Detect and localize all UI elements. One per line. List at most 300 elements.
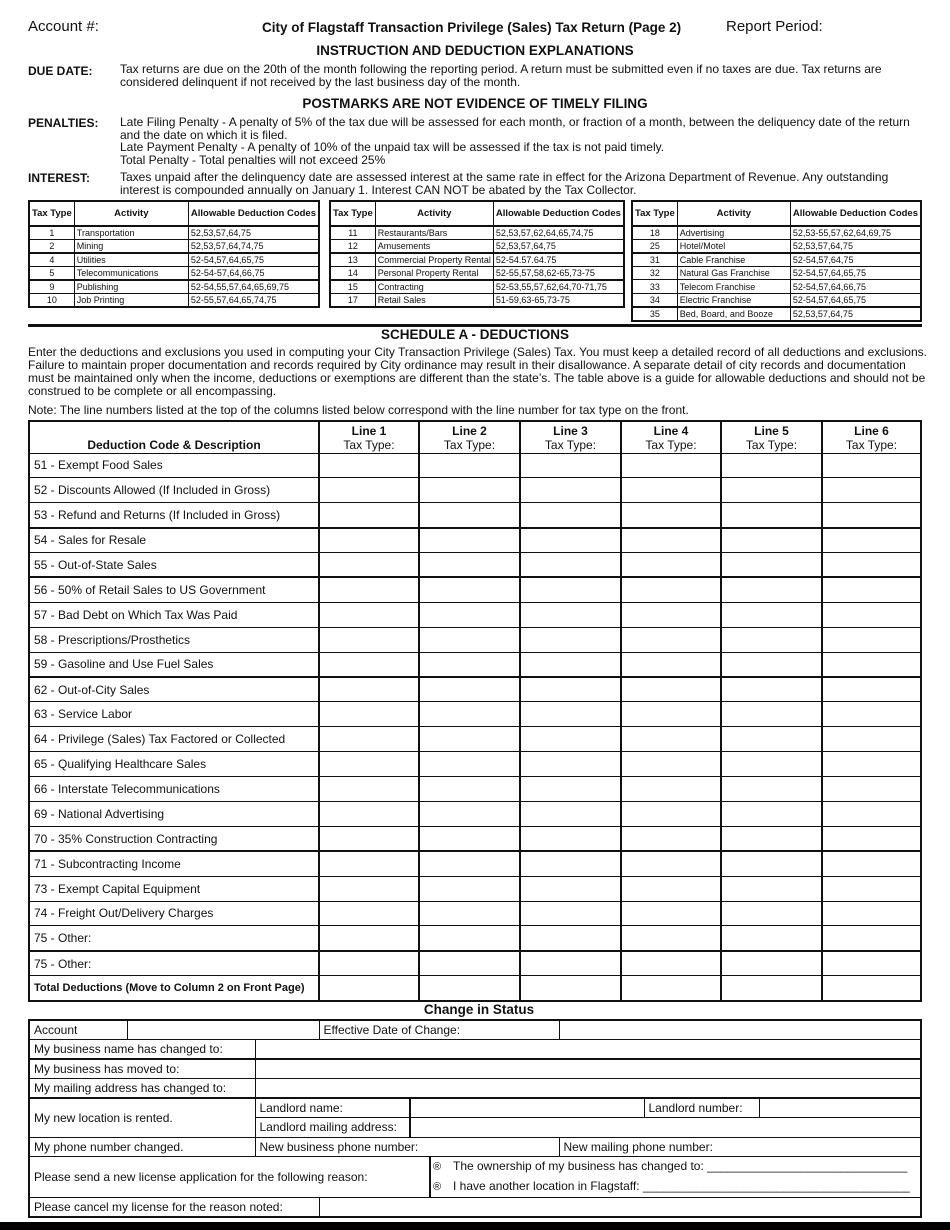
codes: 52-54,57,64,66,75	[790, 280, 921, 293]
deduction-description: 57 - Bad Debt on Which Tax Was Paid	[29, 602, 319, 627]
tax-type-label: Tax Type:	[443, 438, 496, 452]
deduction-description: 69 - National Advertising	[29, 801, 319, 826]
col-header-tax-type: Tax Type	[29, 201, 74, 226]
column-header-line-4	[621, 421, 721, 453]
landlord-name-input[interactable]	[410, 1098, 644, 1118]
activity: Commercial Property Rental	[375, 253, 493, 267]
activity: Amusements	[375, 240, 493, 254]
deduction-amount-line-6[interactable]	[822, 801, 921, 826]
deduction-amount-line-1[interactable]	[319, 627, 419, 652]
total-deductions-label: Total Deductions (Move to Column 2 on Front Page)	[29, 976, 319, 1001]
deduction-amount-line-5[interactable]	[721, 602, 822, 627]
codes: 52-55,57,64,65,74,75	[188, 294, 319, 308]
checkbox-icon[interactable]: ®	[433, 1161, 442, 1173]
table-row	[29, 553, 921, 578]
deduction-amount-line-4[interactable]	[621, 553, 721, 578]
deduction-amount-line-2[interactable]	[419, 801, 520, 826]
table-row	[29, 876, 921, 901]
deduction-amount-line-1[interactable]	[319, 677, 419, 702]
deduction-amount-line-6[interactable]	[822, 876, 921, 901]
table-row	[29, 267, 319, 281]
deduction-amount-line-3[interactable]	[520, 976, 621, 1001]
table-row	[330, 267, 624, 281]
deduction-amount-line-4[interactable]	[621, 951, 721, 976]
tax-type: 13	[330, 253, 375, 267]
deduction-amount-line-6[interactable]	[822, 851, 921, 876]
deduction-amount-line-4[interactable]	[621, 627, 721, 652]
deduction-amount-line-2[interactable]	[419, 577, 520, 602]
landlord-number-input[interactable]	[759, 1098, 921, 1118]
activity: Telecom Franchise	[677, 280, 790, 293]
table-row	[29, 602, 921, 627]
table-row	[632, 307, 921, 321]
location-rented-label: My new location is rented.	[29, 1098, 255, 1137]
deduction-description: 58 - Prescriptions/Prosthetics	[29, 627, 319, 652]
activity: Hotel/Motel	[677, 240, 790, 254]
activity: Telecommunications	[74, 267, 188, 281]
deduction-amount-line-6[interactable]	[822, 777, 921, 802]
ownership-changed-option[interactable]	[433, 1157, 916, 1177]
new-mailing-phone[interactable]	[559, 1137, 921, 1157]
activity: Cable Franchise	[677, 253, 790, 267]
deduction-amount-line-5[interactable]	[721, 652, 822, 677]
tax-type: 35	[632, 307, 677, 321]
deduction-amount-line-3[interactable]	[520, 752, 621, 777]
codes: 52,53,57,64,75	[790, 307, 921, 321]
deduction-description: 74 - Freight Out/Delivery Charges	[29, 901, 319, 926]
total-deductions-row	[29, 976, 921, 1001]
deduction-amount-line-2[interactable]	[419, 752, 520, 777]
deduction-amount-line-1[interactable]	[319, 727, 419, 752]
deduction-amount-line-6[interactable]	[822, 702, 921, 727]
table-row	[330, 280, 624, 294]
deduction-description: 63 - Service Labor	[29, 702, 319, 727]
deduction-amount-line-2[interactable]	[419, 727, 520, 752]
deduction-amount-line-3[interactable]	[520, 528, 621, 553]
effective-date-label: Effective Date of Change:	[319, 1020, 559, 1040]
col-header-activity: Activity	[74, 201, 188, 226]
codes: 52,53-55,57,62,64,69,75	[790, 226, 921, 240]
schedule-a-intro: Enter the deductions and exclusions you used in computing your City Transaction Privilege (Sales) Tax. You must keep a detailed record of all deductions and exclusions. Failure to maintain proper documentation and records required by City ordinance may result in their disallowance. A separate detail of city records and documentation must be maintained only when the income, deductions or exemptions are different than the state’s. The table above is a guide for allowable deductions and should not be construed to be complete or all encompassing.	[28, 345, 927, 398]
change-in-status-heading: Change in Status	[423, 1002, 535, 1017]
deduction-amount-line-2[interactable]	[419, 976, 520, 1001]
deduction-amount-line-3[interactable]	[520, 901, 621, 926]
tax-type: 2	[29, 240, 74, 254]
deduction-amount-line-4[interactable]	[621, 528, 721, 553]
deduction-amount-line-4[interactable]	[621, 652, 721, 677]
deduction-amount-line-1[interactable]	[319, 577, 419, 602]
deduction-amount-line-6[interactable]	[822, 926, 921, 951]
table-row	[29, 801, 921, 826]
deduction-amount-line-3[interactable]	[520, 453, 621, 478]
landlord-number-label: Landlord number:	[644, 1098, 759, 1118]
deduction-amount-line-2[interactable]	[419, 677, 520, 702]
deduction-amount-line-1[interactable]	[319, 826, 419, 851]
deduction-amount-line-1[interactable]	[319, 602, 419, 627]
deduction-description: 54 - Sales for Resale	[29, 528, 319, 553]
activity: Contracting	[375, 280, 493, 294]
deduction-amount-line-5[interactable]	[721, 627, 822, 652]
deduction-amount-line-5[interactable]	[721, 528, 822, 553]
postmarks-heading: POSTMARKS ARE NOT EVIDENCE OF TIMELY FILING	[302, 96, 648, 111]
table-row	[632, 253, 921, 267]
tax-type: 25	[632, 240, 677, 254]
tax-type: 4	[29, 253, 74, 267]
deduction-amount-line-5[interactable]	[721, 453, 822, 478]
deduction-amount-line-5[interactable]	[721, 801, 822, 826]
account-number-label: Account #:	[28, 18, 99, 35]
codes: 52,53,57,64,74,75	[188, 240, 319, 254]
table-row	[632, 267, 921, 280]
deduction-amount-line-2[interactable]	[419, 453, 520, 478]
deduction-amount-line-6[interactable]	[822, 727, 921, 752]
business-name-changed-label: My business name has changed to:	[29, 1040, 255, 1060]
deduction-amount-line-6[interactable]	[822, 553, 921, 578]
deduction-amount-line-3[interactable]	[520, 677, 621, 702]
deduction-amount-line-4[interactable]	[621, 752, 721, 777]
activity: Publishing	[74, 280, 188, 294]
deduction-amount-line-2[interactable]	[419, 478, 520, 503]
deduction-amount-line-4[interactable]	[621, 801, 721, 826]
deduction-amount-line-5[interactable]	[721, 951, 822, 976]
table-row	[29, 503, 921, 528]
codes: 52,53,57,62,64,65,74,75	[493, 226, 624, 240]
deduction-amount-line-1[interactable]	[319, 478, 419, 503]
activity: Natural Gas Franchise	[677, 267, 790, 280]
cancel-license-label: Please cancel my license for the reason noted:	[29, 1198, 319, 1218]
page-title: City of Flagstaff Transaction Privilege (Sales) Tax Return (Page 2)	[262, 20, 682, 35]
deduction-amount-line-2[interactable]	[419, 652, 520, 677]
deduction-amount-line-1[interactable]	[319, 976, 419, 1001]
deduction-amount-line-3[interactable]	[520, 801, 621, 826]
table-row	[29, 253, 319, 267]
new-license-reasons	[430, 1157, 921, 1198]
deduction-amount-line-1[interactable]	[319, 503, 419, 528]
tax-type: 15	[330, 280, 375, 294]
deduction-amount-line-1[interactable]	[319, 851, 419, 876]
effective-date-input[interactable]	[559, 1020, 921, 1040]
deduction-amount-line-4[interactable]	[621, 503, 721, 528]
deduction-amount-line-5[interactable]	[721, 478, 822, 503]
table-row	[632, 240, 921, 254]
new-business-phone[interactable]	[255, 1137, 559, 1157]
deduction-amount-line-5[interactable]	[721, 677, 822, 702]
business-moved-input[interactable]	[255, 1059, 921, 1079]
deduction-amount-line-6[interactable]	[822, 951, 921, 976]
column-header-line-5	[721, 421, 822, 453]
checkbox-icon[interactable]: ®	[433, 1181, 442, 1193]
deduction-amount-line-3[interactable]	[520, 777, 621, 802]
mailing-address-input[interactable]	[255, 1079, 921, 1099]
col-header-codes: Allowable Deduction Codes	[790, 201, 921, 226]
due-date-text: Tax returns are due on the 20th of the month following the reporting period. A return must be submitted even if no taxes are due. Tax returns are considered delinquent if not received by the last business day of the month.	[120, 62, 882, 89]
table-row	[29, 453, 921, 478]
total-penalty: Total Penalty - Total penalties will not exceed 25%	[120, 152, 386, 167]
tax-type: 14	[330, 267, 375, 281]
table-row	[29, 851, 921, 876]
table-row	[29, 240, 319, 254]
deduction-description: 55 - Out-of-State Sales	[29, 553, 319, 578]
deduction-amount-line-5[interactable]	[721, 826, 822, 851]
deduction-amount-line-1[interactable]	[319, 553, 419, 578]
codes: 52-54-57,64,66,75	[188, 267, 319, 281]
deduction-amount-line-5[interactable]	[721, 727, 822, 752]
deduction-amount-line-3[interactable]	[520, 702, 621, 727]
deduction-amount-line-4[interactable]	[621, 478, 721, 503]
deduction-amount-line-4[interactable]	[621, 602, 721, 627]
table-row	[29, 652, 921, 677]
deduction-amount-line-6[interactable]	[822, 478, 921, 503]
deduction-description: 65 - Qualifying Healthcare Sales	[29, 752, 319, 777]
deduction-amount-line-2[interactable]	[419, 876, 520, 901]
instructions-heading: INSTRUCTION AND DEDUCTION EXPLANATIONS	[316, 43, 634, 58]
deduction-description: 66 - Interstate Telecommunications	[29, 777, 319, 802]
deduction-amount-line-2[interactable]	[419, 926, 520, 951]
deduction-amount-line-6[interactable]	[822, 627, 921, 652]
deduction-amount-line-2[interactable]	[419, 602, 520, 627]
deduction-amount-line-4[interactable]	[621, 777, 721, 802]
deduction-amount-line-4[interactable]	[621, 677, 721, 702]
tax-type: 18	[632, 226, 677, 240]
deduction-amount-line-3[interactable]	[520, 577, 621, 602]
table-row	[330, 240, 624, 254]
deduction-amount-line-4[interactable]	[621, 926, 721, 951]
tax-type: 5	[29, 267, 74, 281]
deduction-amount-line-5[interactable]	[721, 752, 822, 777]
deduction-amount-line-1[interactable]	[319, 702, 419, 727]
table-row	[29, 926, 921, 951]
activity: Bed, Board, and Booze	[677, 307, 790, 321]
deduction-amount-line-3[interactable]	[520, 652, 621, 677]
deduction-amount-line-6[interactable]	[822, 652, 921, 677]
deduction-amount-line-2[interactable]	[419, 627, 520, 652]
deduction-amount-line-3[interactable]	[520, 503, 621, 528]
deduction-amount-line-5[interactable]	[721, 577, 822, 602]
table-row	[29, 826, 921, 851]
landlord-name-label: Landlord name:	[255, 1098, 410, 1118]
tax-type: 12	[330, 240, 375, 254]
deduction-amount-line-6[interactable]	[822, 976, 921, 1001]
deduction-amount-line-4[interactable]	[621, 702, 721, 727]
line-label: Line 4	[653, 424, 689, 438]
deduction-amount-line-3[interactable]	[520, 553, 621, 578]
business-moved-label: My business has moved to:	[29, 1059, 255, 1079]
tax-type: 31	[632, 253, 677, 267]
deduction-description: 71 - Subcontracting Income	[29, 851, 319, 876]
tax-type: 34	[632, 293, 677, 307]
deduction-amount-line-6[interactable]	[822, 528, 921, 553]
activity: Transportation	[74, 226, 188, 240]
another-location-label: I have another location in Flagstaff: ________________________________________	[453, 1179, 910, 1193]
reference-table-1	[28, 200, 320, 308]
landlord-address-label: Landlord mailing address:	[255, 1118, 410, 1138]
line-label: Line 3	[553, 424, 588, 438]
col-header-tax-type: Tax Type	[330, 201, 375, 226]
deduction-amount-line-2[interactable]	[419, 777, 520, 802]
deduction-amount-line-5[interactable]	[721, 851, 822, 876]
deduction-amount-line-2[interactable]	[419, 901, 520, 926]
deduction-amount-line-1[interactable]	[319, 951, 419, 976]
deduction-description: 75 - Other:	[29, 951, 319, 976]
deduction-amount-line-4[interactable]	[621, 976, 721, 1001]
ownership-changed-label: The ownership of my business has changed to: ______________________________	[453, 1159, 908, 1173]
deduction-amount-line-5[interactable]	[721, 503, 822, 528]
deduction-amount-line-3[interactable]	[520, 951, 621, 976]
activity: Advertising	[677, 226, 790, 240]
table-row	[29, 752, 921, 777]
deduction-amount-line-1[interactable]	[319, 901, 419, 926]
table-row	[29, 627, 921, 652]
schedule-a-note: Note: The line numbers listed at the top of the columns listed below correspond with the line number for tax type on the front.	[28, 403, 689, 417]
late-filing-penalty: Late Filing Penalty - A penalty of 5% of the tax due will be assessed for each month, or fraction of a month, between the deliquency date of the return and the date on which it is filed.	[120, 115, 910, 142]
deduction-description: 56 - 50% of Retail Sales to US Government	[29, 577, 319, 602]
deduction-amount-line-1[interactable]	[319, 777, 419, 802]
activity: Mining	[74, 240, 188, 254]
codes: 52-53,55,57,62,64,70-71,75	[493, 280, 624, 294]
column-header-line-1	[319, 421, 419, 453]
deduction-amount-line-4[interactable]	[621, 826, 721, 851]
deduction-amount-line-5[interactable]	[721, 876, 822, 901]
table-row	[632, 280, 921, 293]
codes: 52,53,57,64,75	[493, 240, 624, 254]
deduction-amount-line-6[interactable]	[822, 677, 921, 702]
deduction-amount-line-6[interactable]	[822, 901, 921, 926]
codes: 51-59,63-65,73-75	[493, 294, 624, 308]
line-label: Line 1	[351, 424, 387, 438]
deduction-amount-line-6[interactable]	[822, 503, 921, 528]
table-row	[29, 702, 921, 727]
deduction-amount-line-2[interactable]	[419, 826, 520, 851]
deduction-amount-line-6[interactable]	[822, 826, 921, 851]
table-row	[330, 226, 624, 240]
col-header-activity: Activity	[375, 201, 493, 226]
new-license-label: Please send a new license application for the following reason:	[29, 1157, 430, 1198]
deduction-amount-line-5[interactable]	[721, 901, 822, 926]
landlord-address-input[interactable]	[410, 1118, 921, 1138]
table-row	[29, 478, 921, 503]
deduction-amount-line-3[interactable]	[520, 926, 621, 951]
tax-type: 17	[330, 294, 375, 308]
deduction-amount-line-4[interactable]	[621, 876, 721, 901]
activity: Job Printing	[74, 294, 188, 308]
deduction-amount-line-2[interactable]	[419, 951, 520, 976]
deduction-amount-line-3[interactable]	[520, 826, 621, 851]
deduction-code-header: Deduction Code & Description	[29, 421, 319, 453]
deduction-amount-line-2[interactable]	[419, 528, 520, 553]
tax-type-label: Tax Type:	[544, 438, 597, 452]
deduction-amount-line-3[interactable]	[520, 627, 621, 652]
cancel-license-input[interactable]	[319, 1198, 921, 1218]
another-location-option[interactable]	[433, 1177, 916, 1197]
table-row	[29, 528, 921, 553]
deduction-amount-line-1[interactable]	[319, 453, 419, 478]
tax-type-label: Tax Type:	[745, 438, 798, 452]
business-name-input[interactable]	[255, 1040, 921, 1060]
line-label: Line 2	[452, 424, 487, 438]
codes: 52-55,57,58,62-65,73-75	[493, 267, 624, 281]
reference-table-2	[329, 200, 625, 308]
account-input[interactable]	[127, 1020, 319, 1040]
column-header-line-3	[520, 421, 621, 453]
deduction-description: 64 - Privilege (Sales) Tax Factored or Collected	[29, 727, 319, 752]
report-period-label: Report Period:	[726, 18, 823, 35]
deduction-description: 75 - Other:	[29, 926, 319, 951]
deduction-amount-line-4[interactable]	[621, 453, 721, 478]
reference-table-3	[631, 200, 922, 322]
deduction-amount-line-1[interactable]	[319, 528, 419, 553]
deduction-amount-line-4[interactable]	[621, 577, 721, 602]
deduction-amount-line-5[interactable]	[721, 553, 822, 578]
deduction-amount-line-4[interactable]	[621, 851, 721, 876]
tax-type-label: Tax Type:	[645, 438, 697, 452]
column-header-line-2	[419, 421, 520, 453]
deduction-amount-line-3[interactable]	[520, 727, 621, 752]
deduction-amount-line-5[interactable]	[721, 702, 822, 727]
deduction-amount-line-6[interactable]	[822, 577, 921, 602]
deduction-amount-line-5[interactable]	[721, 976, 822, 1001]
codes: 52-54.57.64.75	[493, 253, 624, 267]
deduction-amount-line-1[interactable]	[319, 926, 419, 951]
deduction-amount-line-3[interactable]	[520, 478, 621, 503]
deduction-amount-line-5[interactable]	[721, 926, 822, 951]
deduction-amount-line-2[interactable]	[419, 553, 520, 578]
due-date-label: DUE DATE:	[28, 64, 93, 78]
table-row	[632, 226, 921, 240]
tax-type-label: Tax Type:	[343, 438, 395, 452]
penalties-label: PENALTIES:	[28, 116, 99, 130]
deduction-description: 70 - 35% Construction Contracting	[29, 826, 319, 851]
deduction-amount-line-4[interactable]	[621, 901, 721, 926]
deduction-amount-line-1[interactable]	[319, 652, 419, 677]
new-mailing-phone-label: New mailing phone number:	[563, 1139, 713, 1154]
tax-type: 11	[330, 226, 375, 240]
deduction-amount-line-1[interactable]	[319, 801, 419, 826]
deduction-amount-line-3[interactable]	[520, 851, 621, 876]
table-row	[330, 253, 624, 267]
deduction-description: 52 - Discounts Allowed (If Included in Gross)	[29, 478, 319, 503]
change-in-status-table	[28, 1019, 922, 1218]
late-payment-penalty: Late Payment Penalty - A penalty of 10% of the unpaid tax will be assessed if the tax is not paid timely.	[120, 140, 665, 154]
deduction-amount-line-6[interactable]	[822, 453, 921, 478]
codes: 52-54,57,64,65,75	[790, 293, 921, 307]
deduction-amount-line-1[interactable]	[319, 752, 419, 777]
tax-type: 10	[29, 294, 74, 308]
activity: Personal Property Rental	[375, 267, 493, 281]
table-row	[29, 901, 921, 926]
deduction-description: 62 - Out-of-City Sales	[29, 677, 319, 702]
tax-type: 32	[632, 267, 677, 280]
column-header-line-6	[822, 421, 921, 453]
table-row	[29, 226, 319, 240]
deduction-amount-line-2[interactable]	[419, 702, 520, 727]
deduction-amount-line-2[interactable]	[419, 503, 520, 528]
tax-type: 1	[29, 226, 74, 240]
deduction-amount-line-2[interactable]	[419, 851, 520, 876]
deduction-amount-line-1[interactable]	[319, 876, 419, 901]
deduction-amount-line-3[interactable]	[520, 602, 621, 627]
table-row	[29, 577, 921, 602]
page-bottom-bar	[0, 1222, 950, 1230]
deduction-amount-line-5[interactable]	[721, 777, 822, 802]
deduction-amount-line-3[interactable]	[520, 876, 621, 901]
interest-label: INTEREST:	[28, 171, 91, 185]
deduction-amount-line-6[interactable]	[822, 752, 921, 777]
deduction-amount-line-6[interactable]	[822, 602, 921, 627]
codes: 52,53,57,64,75	[790, 240, 921, 254]
deduction-amount-line-4[interactable]	[621, 727, 721, 752]
col-header-tax-type: Tax Type	[632, 201, 677, 226]
codes: 52,53,57,64,75	[188, 226, 319, 240]
